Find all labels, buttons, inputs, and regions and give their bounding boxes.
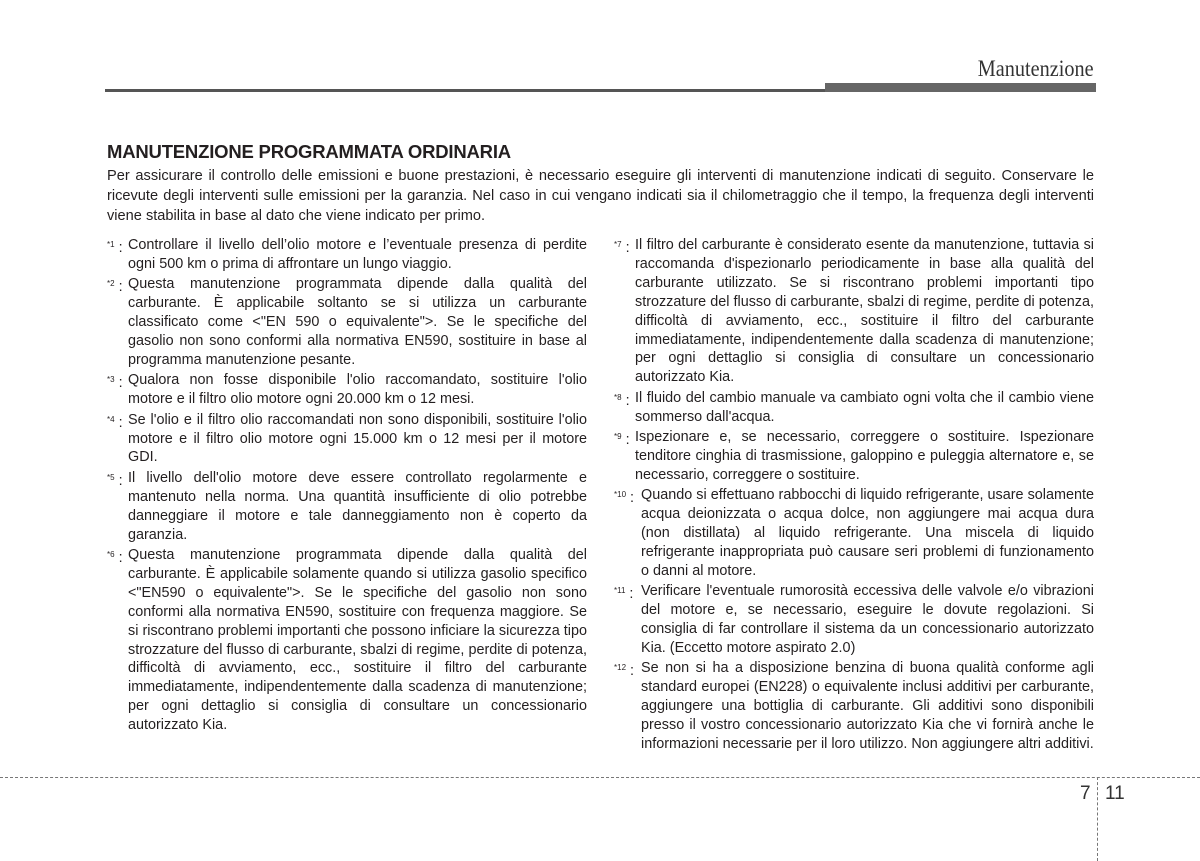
footer-page-divider bbox=[1097, 777, 1098, 861]
footnote-number: 1 bbox=[110, 240, 115, 249]
footnote-asterisk: * bbox=[107, 550, 111, 559]
footnote-number: 9 bbox=[617, 432, 622, 442]
footnote-text: Quando si effettuano rabbocchi di liquido refrigerante, usare solamente acqua deionizzata o acqua dolce, non aggiungere mai acqua dura (non distillata) al liquido refrigerante. Una miscela di liquido refrigerante inappropriata può causare seri problemi di funzionamento o danni al motore. bbox=[641, 487, 1094, 579]
footnote-asterisk: * bbox=[614, 392, 618, 402]
intro-paragraph: Per assicurare il controllo delle emissioni e buone prestazioni, è necessario eseguire gli interventi di manutenzione indicati di seguito. Conservare le ricevute degli interventi sulle emissioni per la garanzia. Nel caso in cui vengano indicati sia il chilometraggio che il tempo, la frequenza degli interventi viene stabilita in base al dato che viene indicato per primo. bbox=[107, 168, 1094, 224]
header-section-title: Manutenzione bbox=[978, 56, 1094, 81]
footnote bbox=[614, 486, 1094, 581]
footnote-marker: $^{*6}$ : bbox=[107, 550, 123, 566]
footnote-marker: $^{*2}$ : bbox=[107, 279, 123, 296]
footnote-number: 3 bbox=[110, 375, 115, 385]
footnote-asterisk: * bbox=[107, 240, 111, 249]
notes-right-column bbox=[614, 236, 1094, 755]
footnote-text: Questa manutenzione programmata dipende dalla qualità del carburante. È applicabile soltanto se si utilizza un carburante classificato come <"EN 590 o equivalente">. Se le specifiche del gasolio non sono conformi alla normativa EN590, sostituire in base al programma manutenzione pesante. bbox=[128, 276, 587, 368]
footnote bbox=[107, 546, 587, 735]
footnote bbox=[614, 236, 1094, 387]
footnote-marker: $^{*4}$ : bbox=[107, 414, 123, 431]
footnote-asterisk: * bbox=[107, 375, 111, 385]
footnote-marker: $^{*11}$ : bbox=[614, 586, 634, 603]
header-bar bbox=[825, 83, 1096, 92]
footnote bbox=[614, 428, 1094, 485]
footnote bbox=[614, 389, 1094, 427]
footnote bbox=[107, 236, 587, 274]
footnote bbox=[107, 371, 587, 409]
header-rule bbox=[105, 89, 827, 92]
footnote bbox=[614, 582, 1094, 658]
footnote bbox=[107, 469, 587, 545]
footnote-text: Se non si ha a disposizione benzina di buona qualità conforme agli standard europei (EN228) o equivalente inclusi additivi per carburante, aggiungere una bottiglia di carburante. Gli additivi sono disponibili presso il vostro concessionario autorizzato Kia che vi fornirà anche le informazioni necessarie per il loro utilizzo. Non aggiungere altri additivi. bbox=[641, 660, 1094, 753]
footnote-number: 10 bbox=[617, 490, 627, 500]
footnote-asterisk: * bbox=[614, 432, 618, 442]
footnote-marker: $^{*10}$ : bbox=[614, 490, 635, 507]
footnote-text: Questa manutenzione programmata dipende dalla qualità del carburante. È applicabile solamente quando si utilizza gasolio specifico <"EN590 o equivalente">. Se le specifiche del gasolio non sono conformi alla normativa EN590, sostituire con frequenza maggiore. Se si riscontrano problemi importanti che possono inficiare la sicurezza tipo strozzature del flusso di carburante, sbalzi di regime, perdite di potenza, difficoltà di avviamento, ecc., sostituire il filtro del carburante immediatamente, indipendentemente dalla scadenza di manutenzione; per ogni dettaglio si consiglia di consultare un concessionario autorizzato Kia. bbox=[128, 547, 587, 734]
footnote-number: 8 bbox=[617, 392, 622, 402]
footnote-asterisk: * bbox=[614, 490, 618, 500]
footnote-marker: $^{*1}$ : bbox=[107, 240, 123, 256]
footnote-text: Se l'olio e il filtro olio raccomandati non sono disponibili, sostituire l'olio motore e il filtro olio motore ogni 15.000 km o 12 mesi per il motore GDI. bbox=[128, 411, 587, 466]
footnote-number: 2 bbox=[110, 279, 115, 289]
footnote-number: 7 bbox=[617, 240, 622, 249]
footnote-text: Controllare il livello dell’olio motore e l’eventuale presenza di perdite ogni 500 km o prima di affrontare un lungo viaggio. bbox=[128, 237, 587, 272]
footnote bbox=[614, 659, 1094, 754]
footnote-asterisk: * bbox=[614, 586, 618, 596]
footnote-asterisk: * bbox=[614, 663, 618, 673]
chapter-number: 7 bbox=[1080, 783, 1091, 804]
footnote-number: 6 bbox=[110, 550, 115, 559]
footnote-number: 5 bbox=[110, 472, 115, 482]
footnote-number: 4 bbox=[110, 414, 115, 424]
footer-divider bbox=[0, 777, 1200, 778]
footnote-number: 12 bbox=[617, 663, 627, 673]
footnote bbox=[107, 275, 587, 370]
footnote-asterisk: * bbox=[107, 279, 111, 289]
footnote-number: 11 bbox=[617, 586, 626, 596]
page-title: MANUTENZIONE PROGRAMMATA ORDINARIA bbox=[107, 141, 511, 162]
footnote-marker: $^{*9}$ : bbox=[614, 432, 630, 449]
footnote-marker: $^{*5}$ : bbox=[107, 472, 123, 489]
footnote-asterisk: * bbox=[107, 414, 111, 424]
footnote-asterisk: * bbox=[107, 472, 111, 482]
footnote-text: Qualora non fosse disponibile l'olio raccomandato, sostituire l'olio motore e il filtro olio motore ogni 20.000 km o 12 mesi. bbox=[128, 372, 587, 408]
footnote bbox=[107, 411, 587, 468]
footnote-marker: $^{*8}$ : bbox=[614, 392, 630, 409]
page-number: 11 bbox=[1105, 783, 1125, 804]
footnote-asterisk: * bbox=[614, 240, 618, 249]
footnote-text: Il filtro del carburante è considerato esente da manutenzione, tuttavia si raccomanda d'ispezionarlo periodicamente in base alla qualità del carburante utilizzato. Se si riscontrano problemi importanti tipo strozzature del flusso di carburante, sbalzi di regime, perdite di potenza, difficoltà di avviamento, ecc., sostituire il filtro del carburante immediatamente, indipendentemente dalla scadenza di manutenzione; per ogni dettaglio si consiglia di consultare un concessionario autorizzato Kia. bbox=[635, 237, 1094, 386]
footnote-marker: $^{*12}$ : bbox=[614, 663, 635, 680]
footnote-text: Verificare l'eventuale rumorosità eccessiva delle valvole e/o vibrazioni del motore e, se necessario, eseguire le dovute regolazioni. Si consiglia di far controllare il sistema da un concessionario autorizzato Kia. (Eccetto motore aspirato 2.0) bbox=[641, 583, 1094, 657]
notes-left-column bbox=[107, 236, 587, 737]
footnote-text: Ispezionare e, se necessario, correggere o sostituire. Ispezionare tenditore cinghia di trasmissione, galoppino e puleggia alternatore e, se necessario, correggere o sostituire. bbox=[635, 429, 1094, 483]
footnote-text: Il livello dell'olio motore deve essere controllato regolarmente e mantenuto nella norma. Una quantità insufficiente di olio potrebbe danneggiare il motore e tale danneggiamento non è coperto da garanzia. bbox=[128, 469, 587, 543]
footnote-marker: $^{*7}$ : bbox=[614, 240, 630, 256]
footnote-text: Il fluido del cambio manuale va cambiato ogni volta che il cambio viene sommerso dall'acqua. bbox=[635, 389, 1094, 425]
footnote-marker: $^{*3}$ : bbox=[107, 375, 123, 392]
